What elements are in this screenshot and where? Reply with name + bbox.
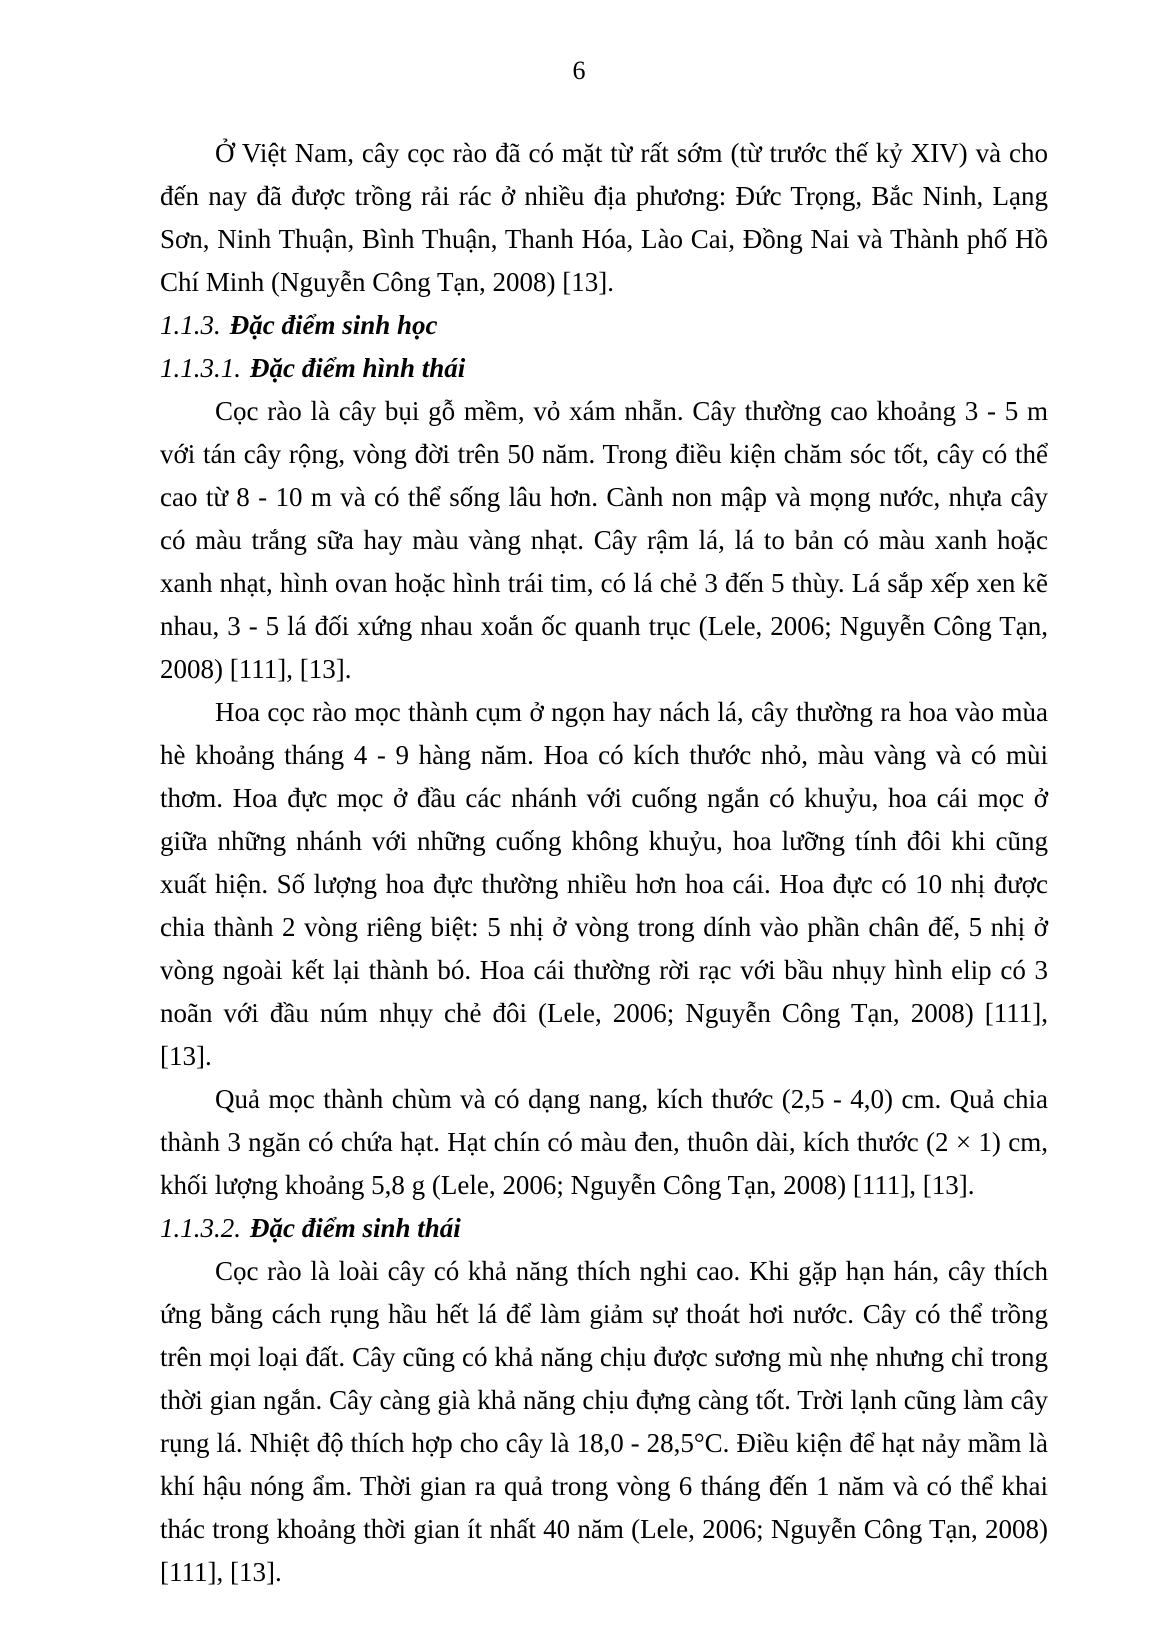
heading-number: 1.1.3. (160, 310, 221, 340)
section-heading (160, 1207, 1048, 1250)
heading-title: Đặc điểm sinh học (229, 310, 438, 340)
heading-number: 1.1.3.1. (160, 353, 241, 383)
paragraph: Ở Việt Nam, cây cọc rào đã có mặt từ rất sớm (từ trước thế kỷ XIV) và cho đến nay đã được trồng rải rác ở nhiều địa phương: Đức Trọng, Bắc Ninh, Lạng Sơn, Ninh Thuận, Bình Thuận, Thanh Hóa, Lào Cai, Đồng Nai và Thành phố Hồ Chí Minh (Nguyễn Công Tạn, 2008) [13]. (160, 138, 1048, 297)
section-heading (160, 347, 1048, 390)
paragraph: Cọc rào là cây bụi gỗ mềm, vỏ xám nhẵn. Cây thường cao khoảng 3 - 5 m với tán cây rộng, vòng đời trên 50 năm. Trong điều kiện chăm sóc tốt, cây có thể cao từ 8 - 10 m và có thể sống lâu hơn. Cành non mập và mọng nước, nhựa cây có màu trắng sữa hay màu vàng nhạt. Cây rậm lá, lá to bản có màu xanh hoặc xanh nhạt, hình ovan hoặc hình trái tim, có lá chẻ 3 đến 5 thùy. Lá sắp xếp xen kẽ nhau, 3 - 5 lá đối xứng nhau xoắn ốc quanh trục (Lele, 2006; Nguyễn Công Tạn, 2008) [111], [13]. (160, 396, 1048, 684)
document-content (160, 132, 1048, 1594)
paragraph: Cọc rào là loài cây có khả năng thích nghi cao. Khi gặp hạn hán, cây thích ứng bằng cách rụng hầu hết lá để làm giảm sự thoát hơi nước. Cây có thể trồng trên mọi loại đất. Cây cũng có khả năng chịu được sương mù nhẹ nhưng chỉ trong thời gian ngắn. Cây càng già khả năng chịu đựng càng tốt. Trời lạnh cũng làm cây rụng lá. Nhiệt độ thích hợp cho cây là 18,0 - 28,5°C. Điều kiện để hạt nảy mầm là khí hậu nóng ẩm. Thời gian ra quả trong vòng 6 tháng đến 1 năm và có thể khai thác trong khoảng thời gian ít nhất 40 năm (Lele, 2006; Nguyễn Công Tạn, 2008) [111], [13]. (160, 1256, 1048, 1587)
heading-number: 1.1.3.2. (160, 1213, 241, 1243)
section-heading (160, 304, 1048, 347)
heading-title: Đặc điểm sinh thái (250, 1213, 461, 1243)
paragraph: Hoa cọc rào mọc thành cụm ở ngọn hay nách lá, cây thường ra hoa vào mùa hè khoảng tháng 4 - 9 hàng năm. Hoa có kích thước nhỏ, màu vàng và có mùi thơm. Hoa đực mọc ở đầu các nhánh với cuống ngắn có khuỷu, hoa cái mọc ở giữa những nhánh với những cuống không khuỷu, hoa lưỡng tính đôi khi cũng xuất hiện. Số lượng hoa đực thường nhiều hơn hoa cái. Hoa đực có 10 nhị được chia thành 2 vòng riêng biệt: 5 nhị ở vòng trong dính vào phần chân đế, 5 nhị ở vòng ngoài kết lại thành bó. Hoa cái thường rời rạc với bầu nhụy hình elip có 3 noãn với đầu núm nhụy chẻ đôi (Lele, 2006; Nguyễn Công Tạn, 2008) [111], [13]. (160, 697, 1048, 1071)
page-number: 6 (572, 56, 586, 85)
paragraph: Quả mọc thành chùm và có dạng nang, kích thước (2,5 - 4,0) cm. Quả chia thành 3 ngăn có chứa hạt. Hạt chín có màu đen, thuôn dài, kích thước (2 × 1) cm, khối lượng khoảng 5,8 g (Lele, 2006; Nguyễn Công Tạn, 2008) [111], [13]. (160, 1084, 1048, 1200)
heading-title: Đặc điểm hình thái (250, 353, 466, 383)
